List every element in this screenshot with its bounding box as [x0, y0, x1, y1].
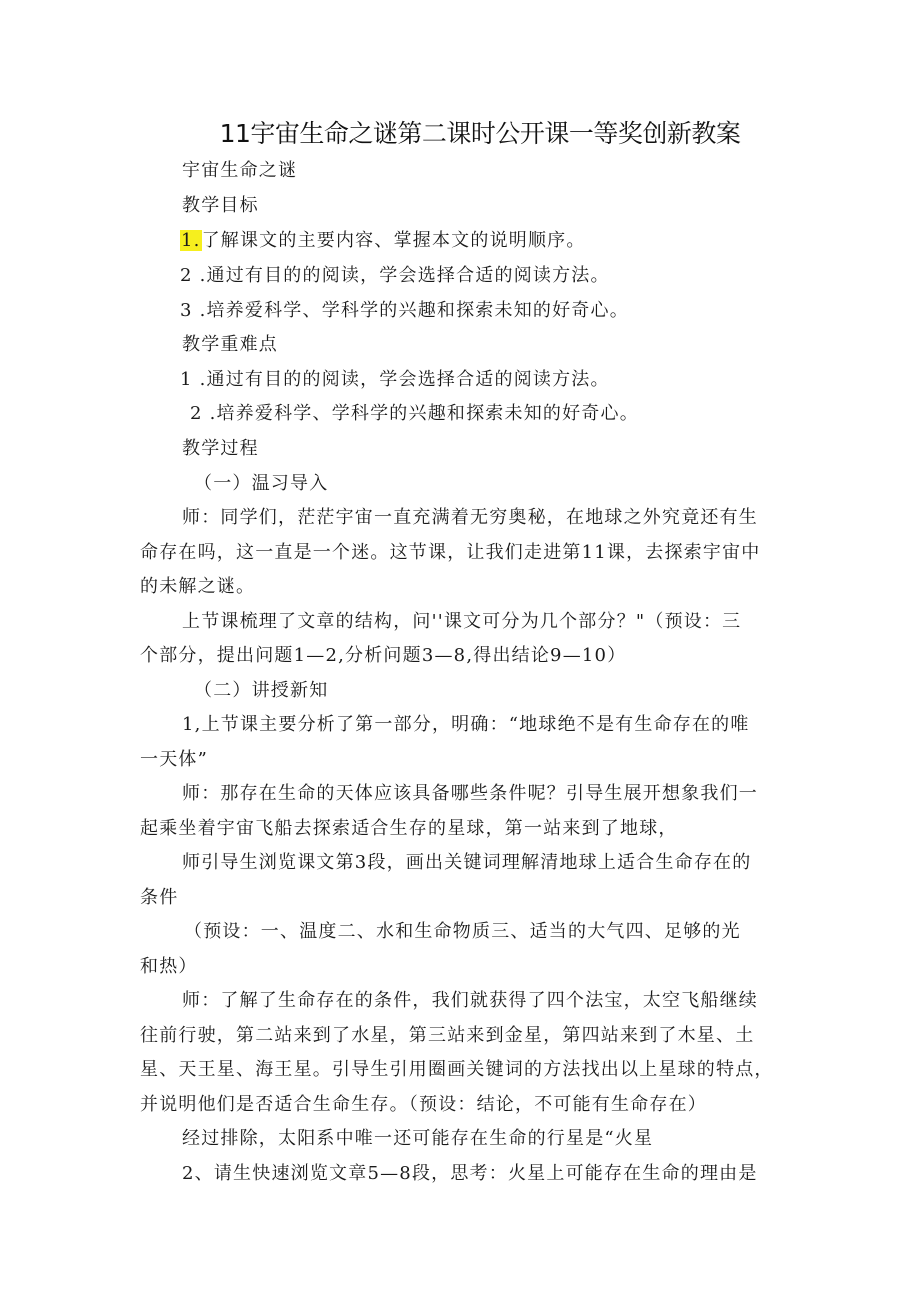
goal-item-2: 2 .通过有目的的阅读，学会选择合适的阅读方法。 [180, 265, 610, 286]
heading-teaching-goals: 教学目标 [182, 195, 259, 216]
goal-item-1 [180, 230, 586, 252]
paragraph-line: 2、请生快速浏览文章5—8段，思考：火星上可能存在生命的理由是 [182, 1163, 758, 1184]
section-heading-new-knowledge: （二）讲授新知 [194, 680, 329, 701]
key-item-2: 2 .培养爱科学、学科学的兴趣和探索未知的好奇心。 [190, 403, 639, 424]
paragraph-line: 个部分，提出问题1—2,分析问题3—8,得出结论9—10） [140, 645, 627, 666]
heading-teaching-process: 教学过程 [182, 438, 259, 459]
paragraph-line: 的未解之谜。 [140, 576, 256, 597]
paragraph-line: 起乘坐着宇宙飞船去探索适合生存的星球，第一站来到了地球， [140, 818, 678, 839]
paragraph-line: 1,上节课主要分析了第一部分，明确：“地球绝不是有生命存在的唯 [182, 714, 750, 735]
lesson-name: 宇宙生命之谜 [182, 160, 298, 181]
paragraph-line: （预设：一、温度二、水和生命物质三、适当的大气四、足够的光 [184, 921, 741, 942]
paragraph-line: 上节课梳理了文章的结构，问''课文可分为几个部分？"（预设：三 [182, 611, 742, 632]
section-heading-review: （一）温习导入 [194, 473, 329, 494]
paragraph-line: 一天体” [140, 749, 209, 770]
paragraph-line: 师：了解了生命存在的条件，我们就获得了四个法宝，太空飞船继续 [182, 990, 758, 1011]
paragraph-line: 往前行驶，第二站来到了水星，第三站来到金星，第四站来到了木星、土 [140, 1025, 755, 1046]
paragraph-line: 星、天王星、海王星。引导生引用圈画关键词的方法找出以上星球的特点， [140, 1059, 774, 1080]
paragraph-line: 师引导生浏览课文第3段，画出关键词理解清地球上适合生命存在的 [182, 852, 752, 873]
paragraph-line: 和热） [140, 956, 198, 977]
paragraph-line: 经过排除，太阳系中唯一还可能存在生命的行星是“火星 [182, 1128, 654, 1149]
paragraph-line: 并说明他们是否适合生命生存。（预设：结论，不可能有生命存在） [140, 1094, 707, 1115]
highlighted-number: 1. [181, 230, 201, 251]
document-title: 11宇宙生命之谜第二课时公开课一等奖创新教案 [219, 119, 741, 148]
paragraph-line: 师：那存在生命的天体应该具备哪些条件呢？引导生展开想象我们一 [182, 783, 758, 804]
goal-item-3: 3 .培养爱科学、学科学的兴趣和探索未知的好奇心。 [180, 300, 629, 321]
key-item-1: 1 .通过有目的的阅读，学会选择合适的阅读方法。 [180, 369, 610, 390]
goal-item-1-text: 了解课文的主要内容、掌握本文的说明顺序。 [201, 230, 586, 251]
paragraph-line: 师：同学们，茫茫宇宙一直充满着无穷奥秘，在地球之外究竟还有生 [182, 507, 758, 528]
paragraph-line: 条件 [140, 887, 179, 908]
heading-key-points: 教学重难点 [182, 334, 278, 355]
paragraph-line: 命存在吗，这一直是一个迷。这节课，让我们走进第11课，去探索宇宙中 [140, 542, 761, 563]
